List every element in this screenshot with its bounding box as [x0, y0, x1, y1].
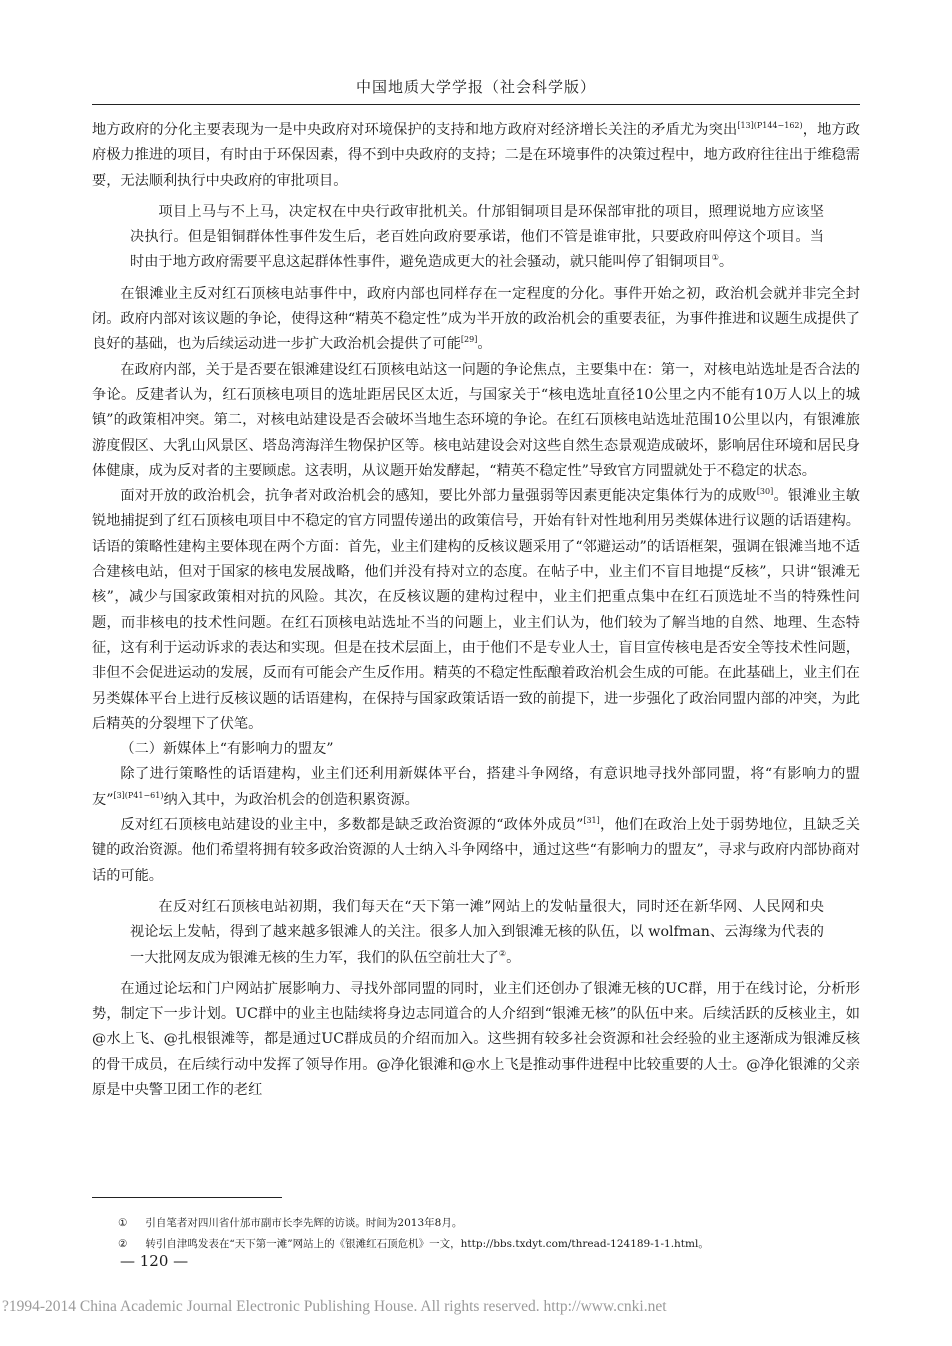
- paragraph: 除了进行策略性的话语建构，业主们还利用新媒体平台，搭建斗争网络，有意识地寻找外部同盟，将“有影响力的盟友”$^{[3](P41-61)}$纳入其中，为政治机会的创造积累资源。: [92, 766, 860, 808]
- paragraph: 在政府内部，关于是否要在银滩建设红石顶核电站这一问题的争论焦点，主要集中在：第一，对核电站选址是否合法的争论。反建者认为，红石顶核电项目的选址距居民区太近，与国家关于“核电选址直径10公里之内不能有10万人以上的城镇”的政策相冲突。第二，对核电站建设是否会破坏当地生态环境的争论。在红石顶核电站选址范围10公里以内，有银滩旅游度假区、大乳山风景区、塔岛湾海洋生物保护区等。核电站建设会对这些自然生态景观造成破坏，影响居住环境和居民身体健康，成为反对者的主要顾虑。这表明，从议题开始发酵起，“精英不稳定性”导致官方同盟就处于不稳定的状态。: [92, 361, 860, 479]
- citation[interactable]: [29]: [460, 335, 478, 345]
- footnote-ref[interactable]: ①: [711, 253, 719, 263]
- footnote-text: 转引自津鸣发表在“天下第一滩”网站上的《银滩红石顶危机》一文，http://bbs.txdyt.com/thread-124189-1-1.html。: [145, 1238, 709, 1250]
- citation[interactable]: [3](P41−61): [113, 790, 164, 800]
- copyright-watermark: ?1994-2014 China Academic Journal Electronic Publishing House. All rights reserved. http://www.cnki.net: [2, 1298, 667, 1315]
- header-rule: [92, 104, 860, 105]
- paragraph: 在银滩业主反对红石顶核电站事件中，政府内部也同样存在一定程度的分化。事件开始之初，政治机会就并非完全封闭。政府内部对该议题的争论，使得这种“精英不稳定性”成为半开放的政治机会的重要表征，为事件推进和议题生成提供了良好的基础，也为后续运动进一步扩大政治机会提供了可能[29]。: [92, 285, 860, 353]
- article-body: [92, 118, 860, 1103]
- block-quote: [92, 200, 860, 276]
- footnote: [118, 1213, 858, 1234]
- block-quote: [92, 895, 860, 971]
- footnote-mark: ①: [118, 1217, 128, 1229]
- paragraph: 地方政府的分化主要表现为一是中央政府对环境保护的支持和地方政府对经济增长关注的矛盾尤为突出$^{[13](P144-162)}$，地方政府极力推进的项目，有时由于环保因素，得不到中央政府的支持；二是在环境事件的决策过程中，地方政府往往出于维稳需要，无法顺利执行中央政府的审批项目。: [92, 121, 860, 189]
- paragraph: 在通过论坛和门户网站扩展影响力、寻找外部同盟的同时，业主们还创办了银滩无核的UC群，用于在线讨论，分析形势，制定下一步计划。UC群中的业主也陆续将身边志同道合的人介绍到“银滩无核”的队伍中来。后续活跃的反核业主，如@水上飞、@扎根银滩等，都是通过UC群成员的介绍而加入。这些拥有较多社会资源和社会经验的业主逐渐成为银滩反核的骨干成员，在后续行动中发挥了领导作用。@净化银滩和@水上飞是推动事件进程中比较重要的人士。@净化银滩的父亲原是中央警卫团工作的老红: [92, 980, 860, 1098]
- citation[interactable]: [13](P144−162): [737, 121, 803, 130]
- footnote: [118, 1234, 858, 1255]
- journal-header: 中国地质大学学报（社会科学版）: [355, 78, 596, 96]
- citation[interactable]: [31]: [583, 816, 600, 826]
- page-number: — 120 —: [120, 1252, 189, 1270]
- quote-text: 项目上马与不上马，决定权在中央行政审批机关。什邡钼铜项目是环保部审批的项目，照理说地方应该坚决执行。但是钼铜群体性事件发生后，老百姓向政府要承诺，他们不管是谁审批，只要政府叫停这个项目。当时由于地方政府需要平息这起群体性事件，避免造成更大的社会骚动，就只能叫停了钼铜项目①。: [130, 203, 824, 271]
- footnote-ref[interactable]: ②: [498, 948, 507, 958]
- paragraph: 面对开放的政治机会，抗争者对政治机会的感知，要比外部力量强弱等因素更能决定集体行为的成败[30]。银滩业主敏锐地捕捉到了红石顶核电项目中不稳定的官方同盟传递出的政策信号，开始有针对性地利用另类媒体进行议题的话语建构。话语的策略性建构主要体现在两个方面：首先，业主们建构的反核议题采用了“邻避运动”的话语框架，强调在银滩当地不适合建核电站，但对于国家的核电发展战略，他们并没有持对立的态度。在帖子中，业主们不盲目地提“反核”，只讲“银滩无核”，减少与国家政策相对抗的风险。其次，在反核议题的建构过程中，业主们把重点集中在红石顶选址不当的特殊性问题，而非核电的技术性问题。在红石顶核电站选址不当的问题上，业主们认为，他们较为了解当地的自然、地理、生态特征，这有利于运动诉求的表达和实现。但是在技术层面上，由于他们不是专业人士，盲目宣传核电是否安全等技术性问题，非但不会促进运动的发展，反而有可能会产生反作用。精英的不稳定性酝酿着政治机会生成的可能。在此基础上，业主们在另类媒体平台上进行反核议题的话语建构，在保持与国家政策话语一致的前提下，进一步强化了政治同盟内部的冲突，为此后精英的分裂埋下了伏笔。: [92, 487, 860, 732]
- paragraph: 反对红石顶核电站建设的业主中，多数都是缺乏政治资源的“政体外成员”[31]，他们在政治上处于弱势地位，且缺乏关键的政治资源。他们希望将拥有较多政治资源的人士纳入斗争网络中，通过这些“有影响力的盟友”，寻求与政府内部协商对话的可能。: [92, 816, 860, 884]
- section-heading: （二）新媒体上“有影响力的盟友”: [120, 741, 334, 758]
- footnote-text: 引自笔者对四川省什邡市副市长李先辉的访谈。时间为2013年8月。: [145, 1217, 463, 1229]
- footnote-rule: [92, 1197, 282, 1198]
- quote-text: 在反对红石顶核电站初期，我们每天在“天下第一滩”网站上的发帖量很大，同时还在新华网、人民网和央视论坛上发帖，得到了越来越多银滩人的关注。很多人加入到银滩无核的队伍，以 wolfman、云海缘为代表的一大批网友成为银滩无核的生力军，我们的队伍空前壮大了②。: [130, 898, 824, 966]
- footnote-mark: ②: [118, 1238, 128, 1250]
- citation[interactable]: [30]: [756, 487, 774, 497]
- footnotes: [118, 1213, 858, 1255]
